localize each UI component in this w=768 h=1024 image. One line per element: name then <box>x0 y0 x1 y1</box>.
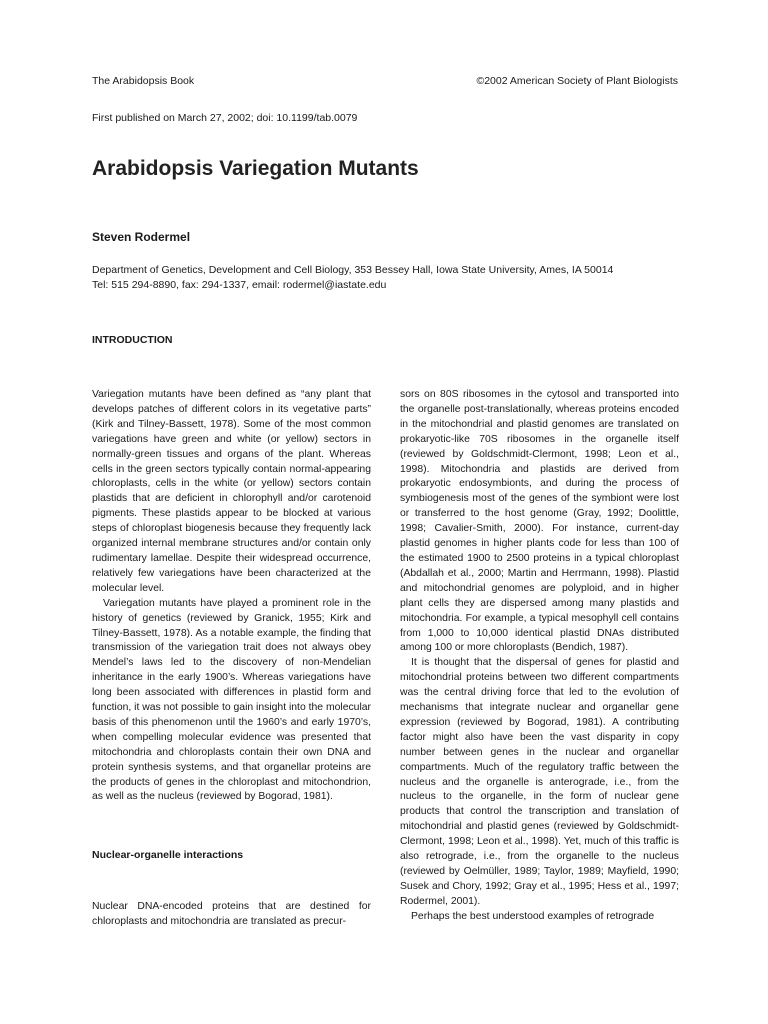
body-paragraph: Variegation mutants have played a prominent role in the history of genetics (reviewed by Granick, 1955; Kirk and Tilney-Bassett, 1978). As a notable example, the finding that transmission of the variegation trait does not always obey Mendel’s laws led to the discovery of non-Mendelian inheritance in the early 1900’s. Whereas variegations have long been associated with differences in plastid form and function, it was not possible to gain insight into the molecular basis of this phenomenon until the 1960’s and early 1970’s, when compelling molecular evidence was presented that mitochondria and chloroplasts contain their own DNA and protein synthesis systems, and that organellar proteins are the products of genes in the chloroplast and mitochondrion, as well as the nucleus (reviewed by Bogorad, 1981). <box>92 597 371 803</box>
right-column <box>400 388 679 925</box>
running-header-copyright: ©2002 American Society of Plant Biologists <box>476 75 678 87</box>
subsection-heading-nuclear-organelle: Nuclear-organelle interactions <box>92 849 244 861</box>
publication-info: First published on March 27, 2002; doi: 10.1199/tab.0079 <box>92 112 358 124</box>
author-name: Steven Rodermel <box>92 230 191 244</box>
section-heading-introduction: INTRODUCTION <box>92 334 173 346</box>
body-paragraph: Nuclear DNA-encoded proteins that are destined for chloroplasts and mitochondria are translated as precur- <box>92 901 371 927</box>
left-column-continued <box>92 900 371 930</box>
left-column <box>92 388 371 805</box>
affiliation-contact: Tel: 515 294-8890, fax: 294-1337, email: rodermel@iastate.edu <box>92 279 387 291</box>
affiliation-address: Department of Genetics, Development and Cell Biology, 353 Bessey Hall, Iowa State University, Ames, IA 50014 <box>92 264 614 276</box>
body-paragraph: Variegation mutants have been defined as “any plant that develops patches of different colors in its vegetative parts” (Kirk and Tilney-Bassett, 1978). Some of the most common variegations have green and white (or yellow) sectors in normally-green tissues and organs of the plant. Whereas cells in the green sectors typically contain normal-appearing chloroplasts, cells in the white (or yellow) sectors contain plastids that are deficient in chlorophyll and/or carotenoid pigments. These plastids appear to be blocked at various steps of chloroplast biogenesis because they frequently lack organized internal membrane structures and/or contain only rudimentary lamellae. Despite their widespread occurrence, relatively few variegations have been characterized at the molecular level. <box>92 389 371 594</box>
body-paragraph: sors on 80S ribosomes in the cytosol and transported into the organelle post-translationally, whereas proteins encoded in the mitochondrial and plastid genomes are translated on prokaryotic-like 70S ribosomes in the organelle itself (reviewed by Goldschmidt-Clermont, 1998; Leon et al., 1998). Mitochondria and plastids are derived from prokaryotic endosymbionts, and during the process of symbiogenesis most of the genes of the symbiont were lost or transferred to the host genome (Gray, 1992; Doolittle, 1998; Cavalier-Smith, 2000). For instance, current-day plastid genomes in higher plants code for less than 100 of the estimated 1900 to 2500 proteins in a typical chloroplast (Abdallah et al., 2000; Martin and Herrmann, 1998). Plastid and mitochondrial genomes are polyploid, and in higher plant cells they are dispersed among many plastids and mitochondria. For example, a typical mesophyll cell contains from 1,000 to 10,000 identical plastid DNAs distributed among 100 or more chloroplasts (Bendich, 1987). <box>400 389 679 654</box>
running-header-book: The Arabidopsis Book <box>92 75 195 87</box>
body-paragraph: It is thought that the dispersal of genes for plastid and mitochondrial proteins between two different compartments was the central driving force that led to the evolution of mechanisms that integrate nuclear and organellar gene expression (reviewed by Bogorad, 1981). A contributing factor might also have been the vast disparity in copy number between genes in the nuclear and organellar compartments. Much of the regulatory traffic between the nucleus and the organelle is anterograde, i.e., from the nucleus to the organelle, in the form of nuclear gene products that control the transcription and translation of mitochondrial and plastid genes (reviewed by Goldschmidt-Clermont, 1998; Leon et al., 1998). Yet, much of this traffic is also retrograde, i.e., from the organelle to the nucleus (reviewed by Oelmüller, 1989; Taylor, 1989; Mayfield, 1990; Susek and Chory, 1992; Gray et al., 1995; Hess et al., 1997; Rodermel, 2001). <box>400 657 679 907</box>
body-paragraph: Perhaps the best understood examples of retrograde <box>411 910 655 922</box>
article-title: Arabidopsis Variegation Mutants <box>92 157 419 180</box>
author-affiliation <box>92 263 613 293</box>
